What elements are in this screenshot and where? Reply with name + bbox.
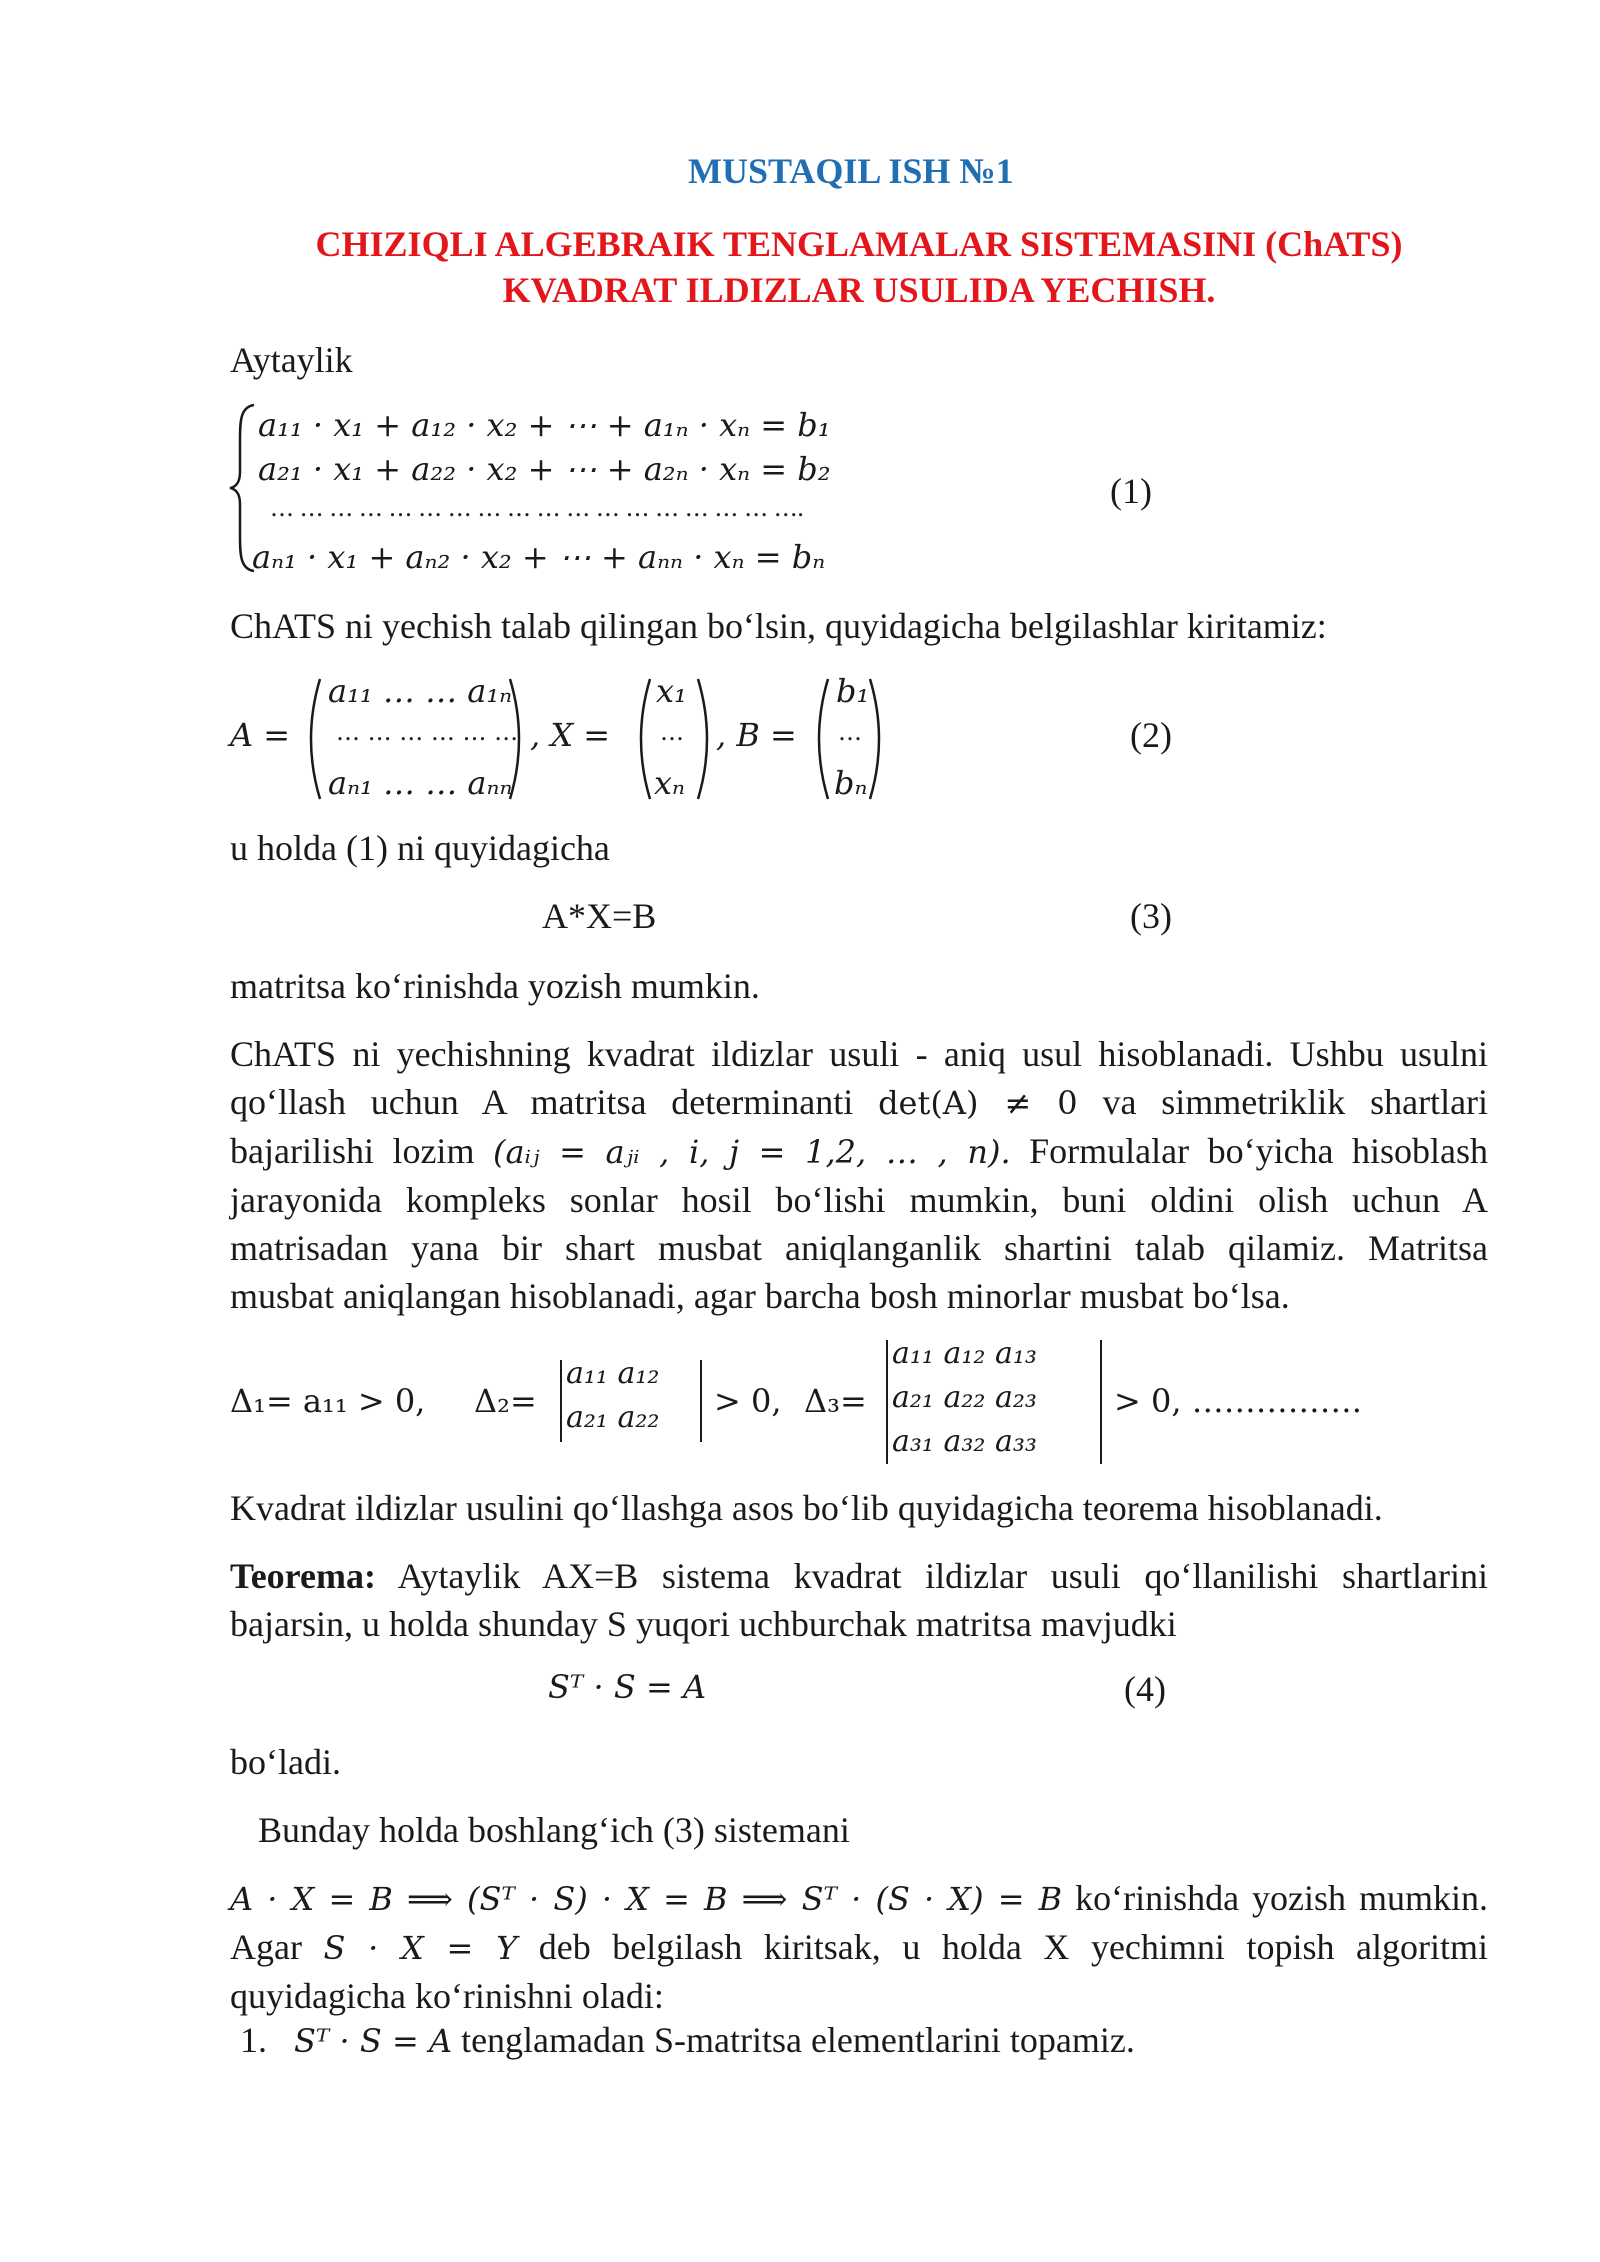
list-item-text: tenglamadan S-matritsa elementlarini topamiz.: [461, 2020, 1135, 2060]
minor-delta-1: Δ₁= a₁₁ > 0,: [230, 1382, 426, 1420]
matrix-a-row-1: a₁₁ … … a₁ₙ: [328, 672, 513, 710]
det-condition: det(A) ≠ 0: [878, 1084, 1078, 1122]
minor-delta-3-row-3: a₃₁ a₃₂ a₃₃: [892, 1424, 1037, 1459]
matrix-x-row-3: xₙ: [654, 764, 686, 802]
matrix-x-row-2: …: [660, 718, 684, 746]
minor-delta-3-label: Δ₃=: [804, 1382, 867, 1420]
minor-delta-3-tail: > 0, …………….: [1114, 1382, 1362, 1420]
equation-number-1: (1): [1110, 471, 1152, 511]
minor-delta-2-tail: > 0,: [714, 1382, 782, 1420]
matritsa-paragraph: matritsa ko‘rinishda yozish mumkin.: [230, 966, 760, 1006]
matrix-b-row-3: bₙ: [834, 764, 868, 802]
bunday-paragraph: Bunday holda boshlang‘ich (3) sistemani: [258, 1810, 850, 1850]
matrix-a-row-3: aₙ₁ … … aₙₙ: [328, 764, 513, 802]
system-row-1: a₁₁ · x₁ + a₁₂ · x₂ + ⋯ + a₁ₙ · xₙ = b₁: [258, 406, 831, 444]
system-row-4: aₙ₁ · x₁ + aₙ₂ · x₂ + ⋯ + aₙₙ · xₙ = bₙ: [252, 538, 826, 576]
equation-3: A*X=B: [542, 896, 657, 936]
minor-delta-3-row-2: a₂₁ a₂₂ a₂₃: [892, 1380, 1037, 1415]
list-item: [240, 2016, 1135, 2065]
theorem-paragraph: [230, 1552, 1488, 1648]
minor-delta-2-label: Δ₂=: [474, 1382, 537, 1420]
minor-delta-2-right-bar: [700, 1360, 702, 1442]
equation-number-3: (3): [1130, 896, 1172, 936]
transformation-formula: A · X = B ⟹ (Sᵀ · S) · X = B ⟹ Sᵀ · (S · X) = B: [230, 1880, 1063, 1918]
algorithm-line-2: Agar S · X = Y deb belgilash kiritsak, u holda X yechimni topish algoritmi: [230, 1927, 1488, 1967]
method-line-2: qo‘llash uchun A matritsa determinanti det(A) ≠ 0 va simmetriklik shartlari: [230, 1082, 1489, 1122]
matrix-b-left-paren: [808, 676, 832, 802]
matrix-b-right-paren: [866, 676, 890, 802]
method-line-4: jarayonida kompleks sonlar hosil bo‘lishi mumkin, buni oldini olish uchun A: [230, 1180, 1488, 1220]
matrix-a-row-2: … … … … … …: [336, 718, 519, 746]
theorem-line-2: bajarsin, u holda shunday S yuqori uchburchak matritsa mavjudki: [230, 1604, 1177, 1644]
minor-delta-3-row-1: a₁₁ a₁₂ a₁₃: [892, 1336, 1037, 1371]
holda-paragraph: u holda (1) ni quyidagicha: [230, 828, 610, 868]
minor-delta-3-left-bar: [886, 1340, 888, 1464]
equation-number-2: (2): [1130, 715, 1172, 755]
system-row-3: … … … … … … … … … … … … … … … … … ….: [270, 494, 804, 522]
method-line-1: ChATS ni yechishning kvadrat ildizlar usuli - aniq usul hisoblanadi. Ushbu usulni: [230, 1034, 1488, 1074]
system-row-2: a₂₁ · x₁ + a₂₂ · x₂ + ⋯ + a₂ₙ · xₙ = b₂: [258, 450, 831, 488]
equation-number-4: (4): [1124, 1669, 1166, 1709]
matrix-x-row-1: x₁: [656, 672, 687, 710]
intro-text: Aytaylik: [230, 340, 353, 380]
list-item-formula: Sᵀ · S = A: [294, 2022, 453, 2060]
theorem-line-1: Teorema: Aytaylik AX=B sistema kvadrat ildizlar usuli qo‘llanilishi shartlarini: [230, 1556, 1489, 1596]
notation-paragraph: ChATS ni yechish talab qilingan bo‘lsin, quyidagicha belgilashlar kiritamiz:: [230, 606, 1327, 646]
minor-delta-3-right-bar: [1100, 1340, 1102, 1464]
matrix-a-label: A =: [230, 716, 291, 754]
minor-delta-2-row-2: a₂₁ a₂₂: [566, 1400, 660, 1435]
method-line-5: matrisadan yana bir shart musbat aniqlanganlik shartini talab qilamiz. Matritsa: [230, 1228, 1488, 1268]
asos-paragraph: Kvadrat ildizlar usulini qo‘llashga asos bo‘lib quyidagicha teorema hisoblanadi.: [230, 1488, 1383, 1528]
algorithm-line-3: quyidagicha ko‘rinishni oladi:: [230, 1976, 664, 2016]
matrix-x-label: , X =: [530, 716, 611, 754]
matrix-b-label: , B =: [716, 716, 797, 754]
matrix-b-row-1: b₁: [836, 672, 870, 710]
boladi-paragraph: bo‘ladi.: [230, 1742, 341, 1782]
matrix-a-left-paren: [300, 676, 324, 802]
matrix-b-row-2: …: [838, 718, 862, 746]
method-line-6: musbat aniqlangan hisoblanadi, agar barcha bosh minorlar musbat bo‘lsa.: [230, 1276, 1290, 1316]
equation-4: Sᵀ · S = A: [548, 1668, 707, 1706]
minor-delta-2-left-bar: [560, 1360, 562, 1442]
algorithm-line-1: A · X = B ⟹ (Sᵀ · S) · X = B ⟹ Sᵀ · (S · X) = B ko‘rinishda yozish mumkin.: [230, 1878, 1489, 1918]
method-paragraph: [230, 1030, 1488, 1320]
theorem-label: Teorema:: [230, 1556, 376, 1596]
method-line-3: bajarilishi lozim (aᵢⱼ = aⱼᵢ , i, j = 1,2, … , n). Formulalar bo‘yicha hisoblash: [230, 1131, 1489, 1171]
symmetry-condition: (aᵢⱼ = aⱼᵢ , i, j = 1,2, … , n).: [492, 1133, 1011, 1171]
list-item-number: 1.: [240, 2020, 267, 2060]
substitution-formula: S · X = Y: [323, 1929, 518, 1967]
matrix-a-right-paren: [506, 676, 530, 802]
algorithm-paragraph: [230, 1874, 1488, 2020]
matrix-x-left-paren: [630, 676, 654, 802]
matrix-x-right-paren: [694, 676, 718, 802]
minor-delta-2-row-1: a₁₁ a₁₂: [566, 1356, 660, 1391]
page-title: MUSTAQIL ISH №1: [688, 151, 1014, 191]
page-subtitle-line2: KVADRAT ILDIZLAR USULIDA YECHISH.: [502, 270, 1216, 310]
page-subtitle-line1: CHIZIQLI ALGEBRAIK TENGLAMALAR SISTEMASINI (ChATS): [315, 224, 1403, 264]
